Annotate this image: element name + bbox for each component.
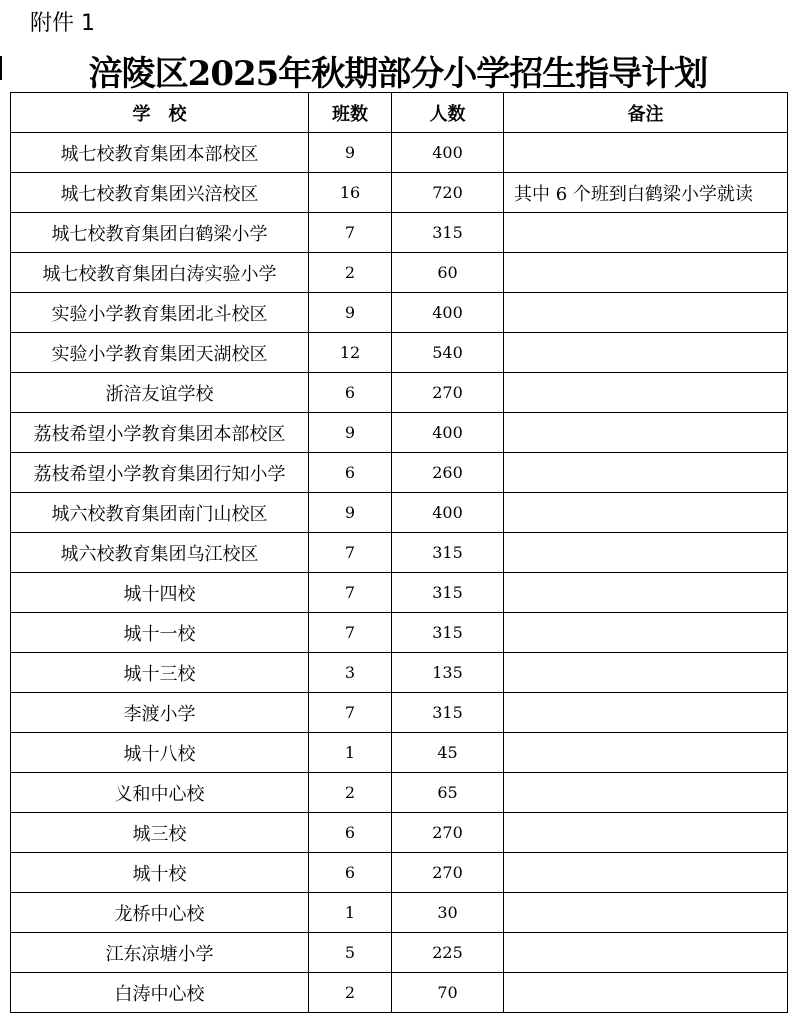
school-cell: 龙桥中心校: [11, 893, 309, 933]
table-row: [11, 133, 788, 173]
table-row: [11, 933, 788, 973]
school-cell: 城十一校: [11, 613, 309, 653]
classes-cell: 7: [309, 213, 392, 253]
classes-cell: 9: [309, 293, 392, 333]
table-row: [11, 333, 788, 373]
students-cell: 315: [392, 573, 504, 613]
students-cell: 315: [392, 613, 504, 653]
classes-cell: 7: [309, 573, 392, 613]
table-row: [11, 893, 788, 933]
note-cell: [504, 253, 788, 293]
table-row: [11, 973, 788, 1013]
school-cell: 江东凉塘小学: [11, 933, 309, 973]
school-cell: 城七校教育集团兴涪校区: [11, 173, 309, 213]
classes-cell: 3: [309, 653, 392, 693]
note-cell: [504, 813, 788, 853]
table-row: [11, 853, 788, 893]
note-cell: [504, 293, 788, 333]
students-cell: 540: [392, 333, 504, 373]
school-cell: 李渡小学: [11, 693, 309, 733]
students-cell: 400: [392, 133, 504, 173]
school-cell: 城十校: [11, 853, 309, 893]
note-cell: [504, 413, 788, 453]
column-header-students: 人数: [392, 93, 504, 133]
note-cell: [504, 853, 788, 893]
note-cell: [504, 733, 788, 773]
note-cell: [504, 893, 788, 933]
classes-cell: 7: [309, 693, 392, 733]
table-row: [11, 573, 788, 613]
table-row: [11, 773, 788, 813]
classes-cell: 9: [309, 493, 392, 533]
table-row: [11, 493, 788, 533]
classes-cell: 12: [309, 333, 392, 373]
school-cell: 浙涪友谊学校: [11, 373, 309, 413]
table-body: [11, 133, 788, 1013]
classes-cell: 7: [309, 613, 392, 653]
classes-cell: 2: [309, 253, 392, 293]
students-cell: 720: [392, 173, 504, 213]
table-row: [11, 613, 788, 653]
classes-cell: 6: [309, 453, 392, 493]
school-cell: 城六校教育集团乌江校区: [11, 533, 309, 573]
enrollment-plan-table: [10, 92, 788, 1013]
note-cell: [504, 613, 788, 653]
school-cell: 义和中心校: [11, 773, 309, 813]
table-row: [11, 293, 788, 333]
classes-cell: 16: [309, 173, 392, 213]
note-cell: [504, 333, 788, 373]
students-cell: 30: [392, 893, 504, 933]
students-cell: 315: [392, 693, 504, 733]
students-cell: 225: [392, 933, 504, 973]
school-cell: 白涛中心校: [11, 973, 309, 1013]
note-cell: [504, 653, 788, 693]
note-cell: [504, 533, 788, 573]
table-row: [11, 173, 788, 213]
table-row: [11, 373, 788, 413]
note-cell: [504, 453, 788, 493]
school-cell: 城十三校: [11, 653, 309, 693]
note-cell: [504, 133, 788, 173]
note-cell: [504, 933, 788, 973]
column-header-school: 学 校: [11, 93, 309, 133]
classes-cell: 1: [309, 893, 392, 933]
students-cell: 60: [392, 253, 504, 293]
students-cell: 400: [392, 413, 504, 453]
classes-cell: 1: [309, 733, 392, 773]
note-cell: 其中 6 个班到白鹤梁小学就读: [504, 173, 788, 213]
school-cell: 实验小学教育集团天湖校区: [11, 333, 309, 373]
school-cell: 荔枝希望小学教育集团行知小学: [11, 453, 309, 493]
students-cell: 270: [392, 853, 504, 893]
table-row: [11, 533, 788, 573]
table-header-row: [11, 93, 788, 133]
students-cell: 270: [392, 373, 504, 413]
note-cell: [504, 373, 788, 413]
students-cell: 400: [392, 293, 504, 333]
students-cell: 260: [392, 453, 504, 493]
school-cell: 城十八校: [11, 733, 309, 773]
classes-cell: 2: [309, 773, 392, 813]
note-cell: [504, 693, 788, 733]
column-header-note: 备注: [504, 93, 788, 133]
students-cell: 135: [392, 653, 504, 693]
school-cell: 城六校教育集团南门山校区: [11, 493, 309, 533]
page-title: 涪陵区2025年秋期部分小学招生指导计划: [88, 54, 708, 94]
school-cell: 城十四校: [11, 573, 309, 613]
classes-cell: 9: [309, 413, 392, 453]
classes-cell: 9: [309, 133, 392, 173]
students-cell: 270: [392, 813, 504, 853]
students-cell: 70: [392, 973, 504, 1013]
table-row: [11, 653, 788, 693]
table-row: [11, 213, 788, 253]
school-cell: 城七校教育集团白鹤梁小学: [11, 213, 309, 253]
table-row: [11, 693, 788, 733]
attachment-label: 附件 1: [30, 11, 95, 36]
students-cell: 65: [392, 773, 504, 813]
students-cell: 315: [392, 533, 504, 573]
school-cell: 城七校教育集团白涛实验小学: [11, 253, 309, 293]
note-cell: [504, 573, 788, 613]
table-row: [11, 813, 788, 853]
classes-cell: 7: [309, 533, 392, 573]
table-row: [11, 733, 788, 773]
column-header-classes: 班数: [309, 93, 392, 133]
classes-cell: 6: [309, 373, 392, 413]
school-cell: 实验小学教育集团北斗校区: [11, 293, 309, 333]
note-cell: [504, 973, 788, 1013]
table-row: [11, 413, 788, 453]
note-cell: [504, 493, 788, 533]
students-cell: 400: [392, 493, 504, 533]
students-cell: 45: [392, 733, 504, 773]
classes-cell: 5: [309, 933, 392, 973]
students-cell: 315: [392, 213, 504, 253]
school-cell: 荔枝希望小学教育集团本部校区: [11, 413, 309, 453]
table-row: [11, 253, 788, 293]
school-cell: 城七校教育集团本部校区: [11, 133, 309, 173]
note-cell: [504, 773, 788, 813]
classes-cell: 6: [309, 813, 392, 853]
classes-cell: 2: [309, 973, 392, 1013]
school-cell: 城三校: [11, 813, 309, 853]
table-row: [11, 453, 788, 493]
note-cell: [504, 213, 788, 253]
classes-cell: 6: [309, 853, 392, 893]
